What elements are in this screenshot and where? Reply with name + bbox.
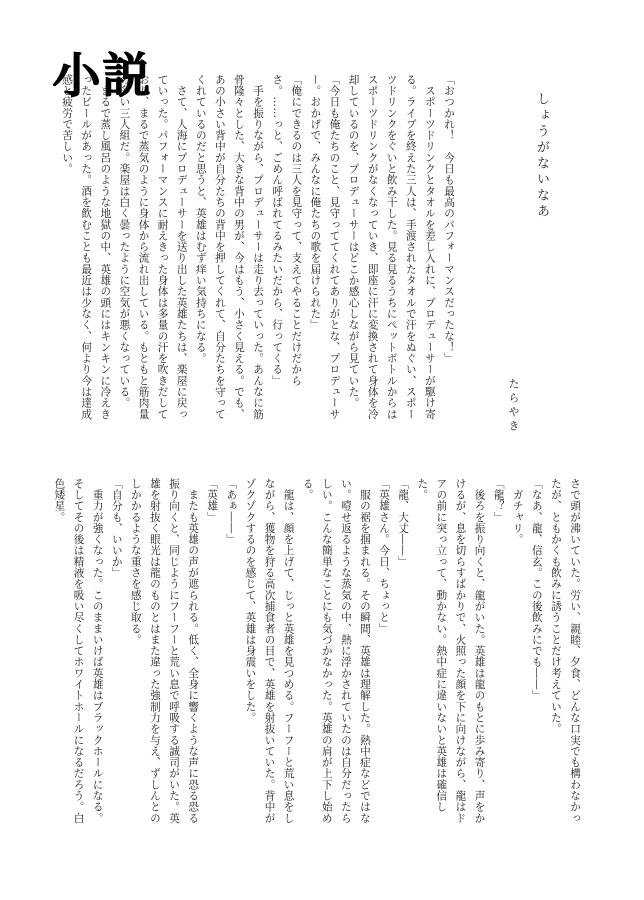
- paragraph: スポーツドリンクとタオルを差し入れに、プロデューサーが駆け寄る。ライブを終えた三人は、手渡されたタオルで汗をぬぐい、スポーツドリンクをぐいと飲み干した。見る見るうちにペットボトルからはスポーツドリンクがなくなっていき、即座に汗に変換されて身体を冷却しているのを、プロデューサーはどこか感心しながら見ていた。: [347, 74, 436, 420]
- paragraph: 龍は、顔を上げて、じっと英雄を見つめる。フーフーと荒い息をしながら、獲物を狩る高次捕食者の目で、英雄を射抜いていた。背中がゾクゾクするのを感じて、英雄は身震いをした。: [244, 478, 295, 824]
- paragraph: 「英雄」: [206, 478, 219, 523]
- paragraph: 「おつかれ！ 今日も最高のパフォーマンスだったな！」: [443, 74, 455, 364]
- upper-text-block: [61, 74, 458, 426]
- paragraph: 「龍、大丈――」: [397, 478, 410, 568]
- paragraph: 「英雄さん。今日、ちょっと」: [378, 478, 391, 635]
- paragraph: 服の裾を掴まれる。その瞬間、英雄は理解した。熱中症などではない。噎せ返るような蒸気の中、熱に浮かされていたのは自分だったらしい。こんな簡単なことにも気づかなかった。英雄の肩が上下し始める。: [301, 478, 371, 824]
- paragraph: 「俺にできるのは三人を見守って、支えてやることだけだからさ。……っと、ごめん呼ばれてるみたいだから、行ってくる」: [271, 74, 303, 387]
- paragraph: 「あぁ――」: [225, 478, 238, 545]
- paragraph: 「自分も、いいか」: [110, 478, 123, 579]
- paragraph: 重力が強くなった。このままいけば英雄はブラックホールになる。そしてその後は精液を吸い尽くしてホワイトホールになるだろう。白色矮星。: [53, 478, 104, 824]
- paragraph: まるで蒸し風呂のような地獄の中、英雄の頭にはキンキンに冷えきったビールがあった。酒を飲むことも最近は少なく、何より今は達成感と疲労で苦しい。: [61, 74, 112, 420]
- lower-text-block: [53, 478, 584, 830]
- story-title: しょうがないなあ: [534, 92, 549, 220]
- paragraph: ガチャリ。: [511, 478, 524, 545]
- paragraph: さて、人海にプロデューサーを送り出した英雄たちは、楽屋に戻っていった。パフォーマンスに耐えきった身体は多量の汗を吹きだしており、まるで蒸気のように身体から流れ出している。もともと筋肉量の多い三人組だ。楽屋は白く曇ったように空気が悪くなっている。: [118, 74, 188, 420]
- paragraph: 「今日も俺たちのこと、見守っててくれてありがとな、プロデューサー。おかげで、みんなに俺たちの歌を届けられた」: [309, 74, 341, 420]
- paragraph: 「なあ、龍、信玄。この後飲みにでも――」: [530, 478, 543, 701]
- paragraph: さで頭が沸いていた。労い、親睦、夕食、どんな口実でも構わなかったが、ともかくも飲みに誘うことだけ考えていた。: [549, 478, 581, 824]
- novel-stamp-logo: 小説: [52, 48, 153, 104]
- story-author: たらやき: [507, 378, 520, 434]
- paragraph: 「龍？」: [492, 478, 505, 523]
- paragraph: 手を振りながら、プロデューサーは走り去っていった。あんなに筋骨隆々とした、大きな背中の男が、今はもう、小さく見える。でも、あの小さい背中が自分たちの背中を押してくれて、自分たちを守ってくれているのだと思うと、英雄はむず痒い気持ちになる。: [194, 74, 265, 420]
- paragraph: 後ろを振り向くと、龍がいた。英雄は龍のもとに歩み寄り、声をかけるが、息を切らすばかりで、火照った顔を下に向けながら、龍はドアの前に突っ立って、動かない。熱中症に違いないと英雄は確信した。: [416, 478, 486, 824]
- paragraph: またも英雄の声が遮られる。低く、全身に響くような声に恐る恐る振り向くと、同じようにフーフーと荒い息で呼吸する誠司がいた。英雄を射抜く眼光は龍のものとはまた違った強制力を与え、ずしんとのしかかるような重さを感じ取る。: [129, 478, 200, 824]
